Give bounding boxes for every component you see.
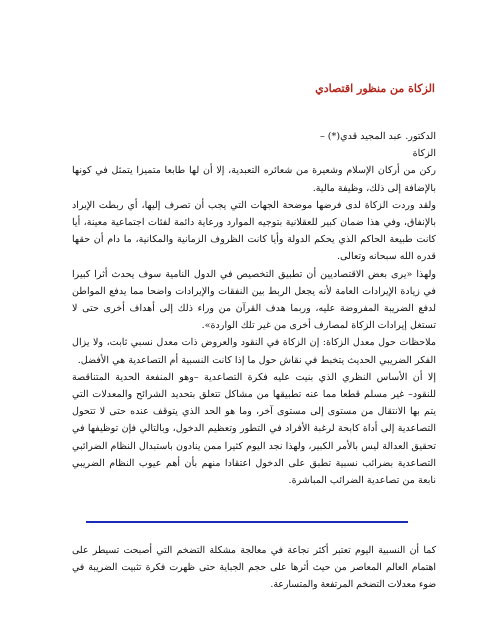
paragraph: إلا أن الأساس النظري الذي بنيت عليه فكرة التصاعدية –وهو المنفعة الحدية المتناقصة للنقود– غير مسلم قطعا مما عنه تطبيقها من مشاكل تتعلق بتحديد الشرائح والمعدلات التي يتم بها الانتقال من مستوى إلى مستوى آخر، وما هو الحد الذي يتوقف عنده حتى لا تتحول التصاعدية إلى أداة كابحة لرغبة الأفراد في التطور وتعظيم الدخول، وبالتالي فإن توظيفها في تحقيق العدالة ليس بالأمر الكبير، ولهذا نجد اليوم كثيرا ممن ينادون باستبدال النظام الضرائبي التصاعدية بضرائب نسبية تطبق على الدخول اعتقادا منهم بأن أهم عيوب النظام الضريبي نابعة من تصاعدية الضرائب المباشرة. (72, 371, 436, 487)
footnote-text: كما أن النسبية اليوم تعتبر أكثر نجاعة في معالجة مشكلة التضخم التي أصبحت تسيطر على اهتمام العالم المعاصر من حيث أثرها على حجم الجباية حتى ظهرت فكرة تثبيت الضريبة في ضوء معدلات التضخم المرتفعة والمتسارعة. (72, 545, 436, 590)
paragraph: ملاحظات حول معدل الزكاة: إن الزكاة في النقود والعروض ذات معدل نسبي ثابت، ولا يزال الفكر الضريبي الحديث يتخبط في نقاش حول ما إذا كانت النسبية أم التصاعدية هي الأفضل. (72, 337, 436, 366)
article-body (72, 128, 436, 489)
page-title: الزكاة من منظور اقتصادي (315, 82, 435, 95)
paragraph-heading: الزكاة (412, 148, 436, 160)
footnote (72, 543, 436, 593)
paragraph: ركن من أركان الإسلام وشعيرة من شعائره التعبدية، إلا أن لها طابعا متميزا يتمثل في كونها بالإضافة إلى ذلك، وظيفة مالية. (72, 165, 436, 194)
paragraph: ولقد وردت الزكاة لدى فرضها موضحة الجهات التي يجب أن تصرف إليها، أي ربطت الإيراد بالإنفاق، وفي هذا ضمان كبير للعقلانية بتوجيه الموارد ورعاية دائمة لفئات اجتماعية معينة، أيا كانت طبيعة الحاكم الذي يحكم الدولة وأيا كانت الظروف الزمانية والمكانية، ما دام أن حقها قدره الله سبحانه وتعالى. (72, 199, 436, 263)
footnote-divider (86, 521, 408, 523)
author-line: الدكتور. عبد المجيد قدي(*) – (319, 131, 436, 142)
paragraph: ولهذا «يرى بعض الاقتصاديين أن تطبيق التخصيص في الدول النامية سوف يحدث أثرا كبيرا في زيادة الإيرادات العامة لأنه يجعل الربط بين النفقات والإيرادات واضحا مما يدفع المواطن لدفع الضريبة المفروضة عليه، وربما هدف القرآن من وراء ذلك إلى أهداف أخرى حتى لا تستغل إيرادات الزكاة لمصارف أخرى من غير تلك الواردة». (72, 268, 436, 332)
